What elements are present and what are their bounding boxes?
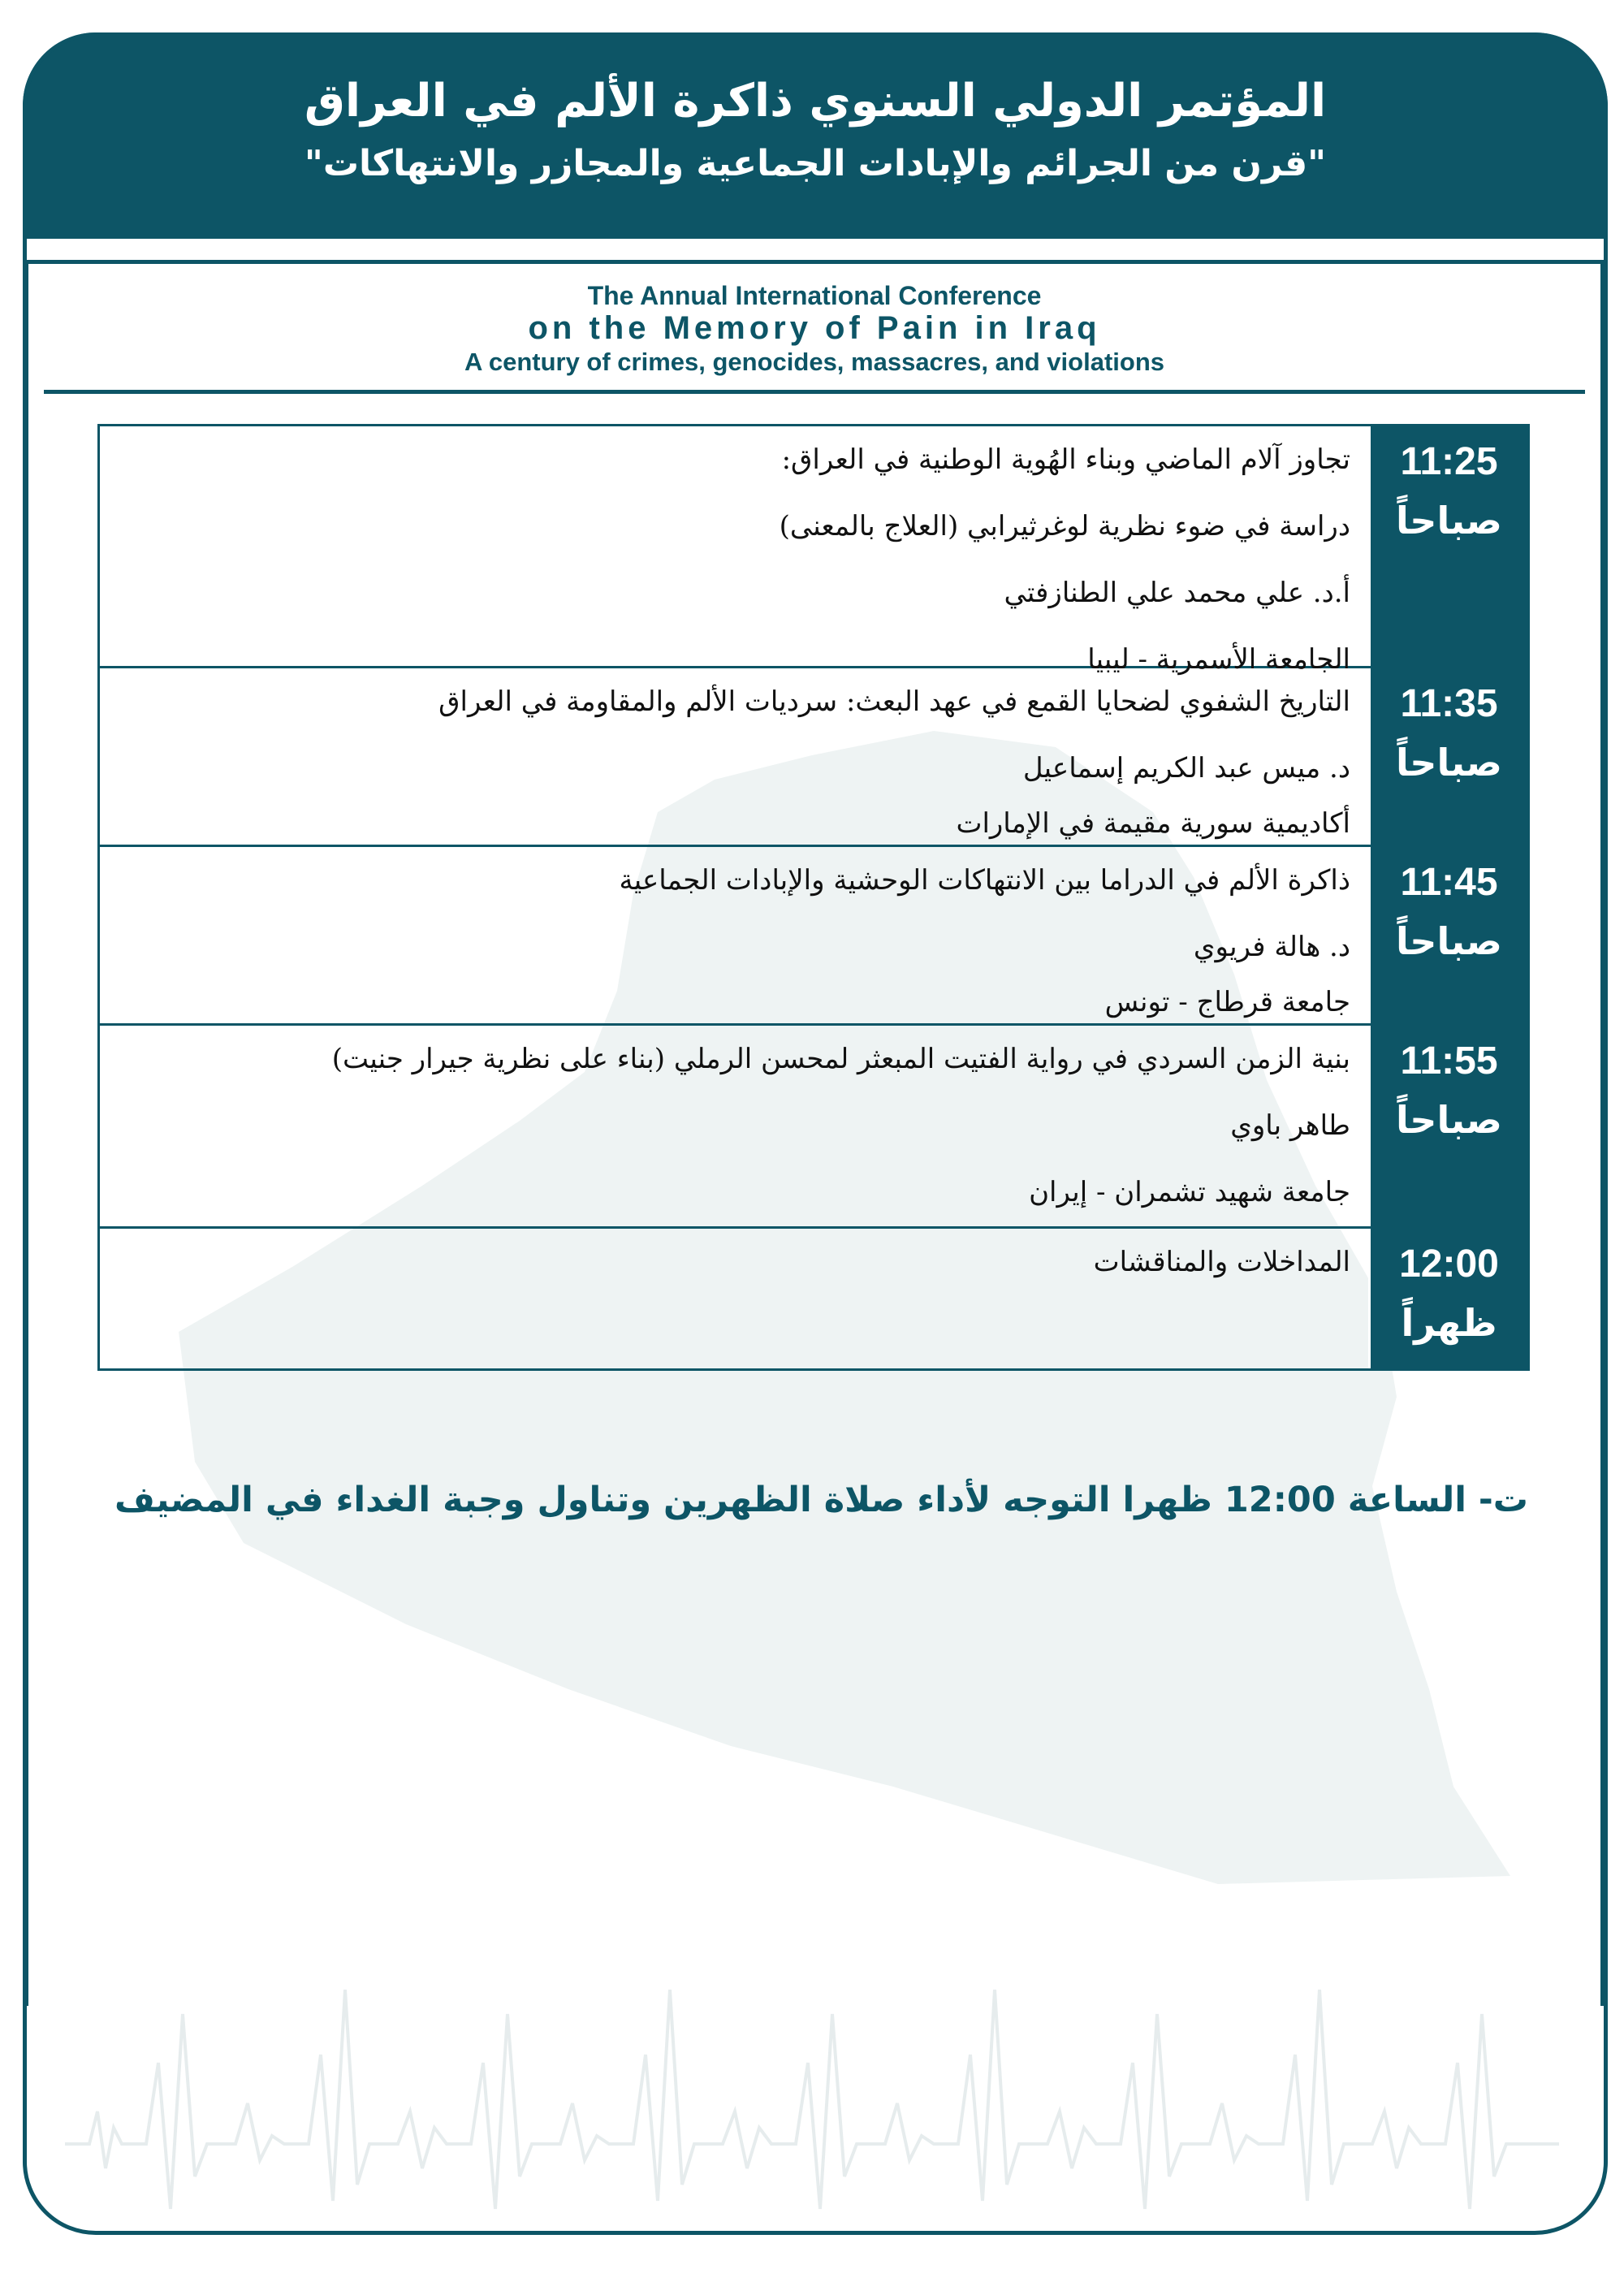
time-cell	[1368, 1026, 1527, 1226]
schedule-row	[100, 847, 1527, 1026]
session-content	[100, 847, 1368, 1023]
session-content	[100, 1026, 1368, 1226]
session-affiliation: أكاديمية سورية مقيمة في الإمارات	[956, 807, 1350, 840]
english-title-line1: The Annual International Conference	[587, 281, 1042, 310]
lunch-note: ت- الساعة 12:00 ظهرا التوجه لأداء صلاة الظهرين وتناول وجبة الغداء في المضيف	[114, 1480, 1528, 1520]
schedule-row	[100, 1229, 1527, 1368]
session-speaker: طاهر باوي	[1230, 1109, 1350, 1142]
session-subtitle: دراسة في ضوء نظرية لوغرثيرابي (العلاج بالمعنى)	[779, 510, 1350, 542]
time-period: صباحاً	[1396, 741, 1502, 784]
session-empty-line	[116, 1295, 1350, 1362]
ecg-decoration	[65, 1965, 1559, 2241]
session-title: ذاكرة الألم في الدراما بين الانتهاكات الوحشية والإبادات الجماعية	[619, 864, 1350, 897]
schedule-table	[97, 424, 1530, 1371]
session-speaker: د. هالة فريوي	[1193, 931, 1350, 963]
schedule-row	[100, 426, 1527, 676]
time-period: صباحاً	[1396, 499, 1502, 542]
time-value: 11:25	[1400, 440, 1498, 483]
session-affiliation: الجامعة الأسمرية - ليبيا	[1087, 643, 1350, 676]
session-affiliation: جامعة شهيد تشمران - إيران	[1029, 1176, 1350, 1208]
session-content	[100, 1229, 1368, 1368]
session-title: تجاوز آلام الماضي وبناء الهُوية الوطنية في العراق:	[781, 443, 1350, 476]
time-value: 11:55	[1400, 1039, 1498, 1083]
session-speaker: أ.د. علي محمد علي الطنازفتي	[1004, 577, 1350, 609]
time-period: صباحاً	[1396, 919, 1502, 963]
time-value: 11:35	[1400, 682, 1498, 725]
time-value: 12:00	[1399, 1243, 1499, 1286]
time-period: ظهراً	[1401, 1301, 1497, 1345]
time-cell	[1368, 1229, 1527, 1368]
english-title-line2: on the Memory of Pain in Iraq	[528, 310, 1101, 346]
time-period: صباحاً	[1396, 1098, 1502, 1142]
time-value: 11:45	[1400, 861, 1498, 904]
session-title: المداخلات والمناقشات	[1093, 1246, 1350, 1278]
time-cell	[1368, 426, 1527, 666]
session-title: التاريخ الشفوي لضحايا القمع في عهد البعث: سرديات الألم والمقاومة في العراق	[438, 685, 1350, 718]
session-title: بنية الزمن السردي في رواية الفتيت المبعثر لمحسن الرملي (بناء على نظرية جيرار جنيت)	[331, 1043, 1350, 1075]
arabic-subtitle: "قرن من الجرائم والإبادات الجماعية والمجازر والانتهاكات"	[304, 143, 1327, 184]
schedule-row	[100, 668, 1527, 847]
session-speaker: د. ميس عبد الكريم إسماعيل	[1022, 752, 1350, 784]
time-cell	[1368, 668, 1527, 845]
session-content	[100, 426, 1368, 676]
english-title-line3: A century of crimes, genocides, massacres, and violations	[464, 348, 1164, 376]
session-content	[100, 668, 1368, 845]
schedule-row	[100, 1026, 1527, 1229]
arabic-title: المؤتمر الدولي السنوي ذاكرة الألم في العراق	[304, 75, 1327, 128]
time-cell	[1368, 847, 1527, 1023]
separator-line	[44, 390, 1585, 394]
session-affiliation: جامعة قرطاج - تونس	[1104, 986, 1350, 1018]
